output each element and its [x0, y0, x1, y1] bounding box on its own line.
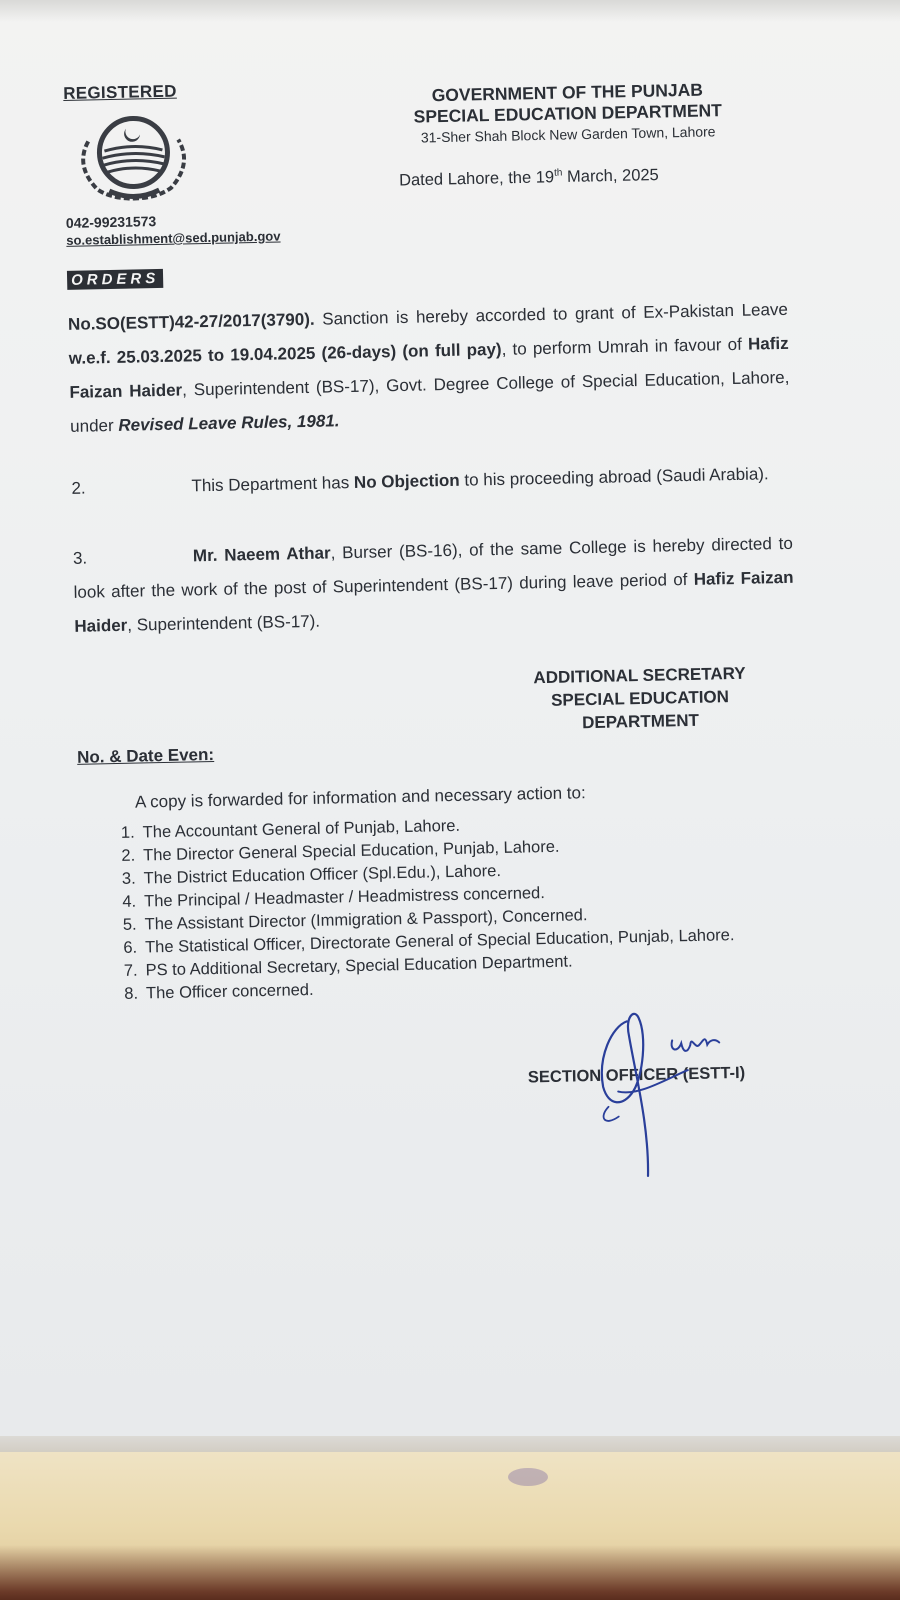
table-surface [0, 1545, 900, 1600]
signatory-line-2: SPECIAL EDUCATION [550, 687, 730, 710]
item-text: The Principal / Headmaster / Headmistress concerned. [143, 884, 546, 911]
item-number: 3. [121, 869, 136, 888]
p1-text-2: , to perform Umrah in favour of [501, 334, 749, 359]
item-text: The Director General Special Education, Punjab, Lahore. [142, 837, 560, 865]
department-name: SPECIAL EDUCATION DEPARTMENT [413, 100, 723, 127]
handwritten-signature-icon [576, 994, 740, 1197]
paragraph-number: 2. [71, 478, 86, 498]
item-number: 2. [121, 846, 136, 865]
date-month-year: March, 2025 [562, 166, 659, 187]
leave-rules: Revised Leave Rules, 1981. [118, 411, 340, 435]
incharge-name: Mr. Naeem Athar [192, 543, 331, 566]
item-number: 7. [123, 961, 138, 980]
item-number: 8. [124, 984, 139, 1003]
item-text: The Assistant Director (Immigration & Passport), Concerned. [144, 906, 588, 934]
employee-name: Hafiz Faizan Haider [69, 333, 789, 402]
paragraph-number: 3. [72, 548, 88, 568]
order-paragraph-3 [73, 527, 795, 644]
date-prefix: Dated Lahore, the 19 [398, 168, 555, 190]
no-objection: No Objection [353, 470, 460, 492]
p2-text-1: This Department has [191, 472, 355, 496]
signatory-line-3: DEPARTMENT [581, 710, 700, 733]
signatory-additional-secretary [499, 661, 780, 736]
registered-label: REGISTERED [63, 81, 177, 103]
item-number: 6. [123, 938, 138, 957]
item-number: 4. [122, 892, 137, 911]
order-paragraph-2 [71, 457, 792, 506]
signatory-line-1: ADDITIONAL SECRETARY [533, 663, 746, 688]
phone-number: 042-99231573 [65, 213, 157, 231]
item-text: The Officer concerned. [145, 980, 314, 1003]
order-reference: No.SO(ESTT)42-27/2017(3790). [67, 309, 315, 334]
item-text: The Statistical Officer, Directorate General of Special Education, Punjab, Lahore. [144, 926, 735, 957]
p1-text-3: , Superintendent (BS-17), Govt. Degree College of Special Education, Lahore, under [69, 367, 790, 436]
p1-text-1: Sanction is hereby accorded to grant of Ex-Pakistan Leave [314, 299, 789, 329]
date-line [399, 166, 659, 191]
copy-recipient-list [98, 808, 802, 1007]
copy-forwarded-intro: A copy is forwarded for information and necessary action to: [134, 783, 586, 812]
p3-text-2: , Superintendent (BS-17). [127, 611, 321, 635]
orders-heading: ORDERS [67, 269, 164, 290]
org-name: GOVERNMENT OF THE PUNJAB [431, 79, 704, 106]
no-date-even: No. & Date Even: [76, 744, 215, 767]
punjab-emblem-icon [68, 109, 200, 207]
item-text: PS to Additional Secretary, Special Education Department. [145, 952, 573, 980]
item-number: 1. [120, 823, 135, 842]
p3-text-1: , Burser (BS-16), of the same College is hereby directed to look after the work of the post of Superintendent (BS-17) during leave period of [73, 533, 793, 602]
p2-text-2: to his proceeding abroad (Saudi Arabia). [459, 464, 769, 490]
email-address: so.establishment@sed.punjab.gov [66, 228, 281, 248]
item-text: The Accountant General of Punjab, Lahore. [142, 816, 461, 842]
department-address: 31-Sher Shah Block New Garden Town, Lahore [420, 123, 716, 146]
item-number: 5. [122, 915, 137, 934]
leave-period: w.e.f. 25.03.2025 to 19.04.2025 (26-days) (on full pay) [68, 339, 502, 368]
date-suffix-sup: th [553, 167, 563, 179]
ink-stain [508, 1468, 548, 1486]
order-paragraph-1 [68, 293, 791, 444]
item-text: The District Education Officer (Spl.Edu.), Lahore. [143, 861, 502, 888]
employee-name: Hafiz Faizan Haider [74, 567, 794, 636]
signatory-section-officer: SECTION OFFICER (ESTT-I) [527, 1063, 746, 1087]
